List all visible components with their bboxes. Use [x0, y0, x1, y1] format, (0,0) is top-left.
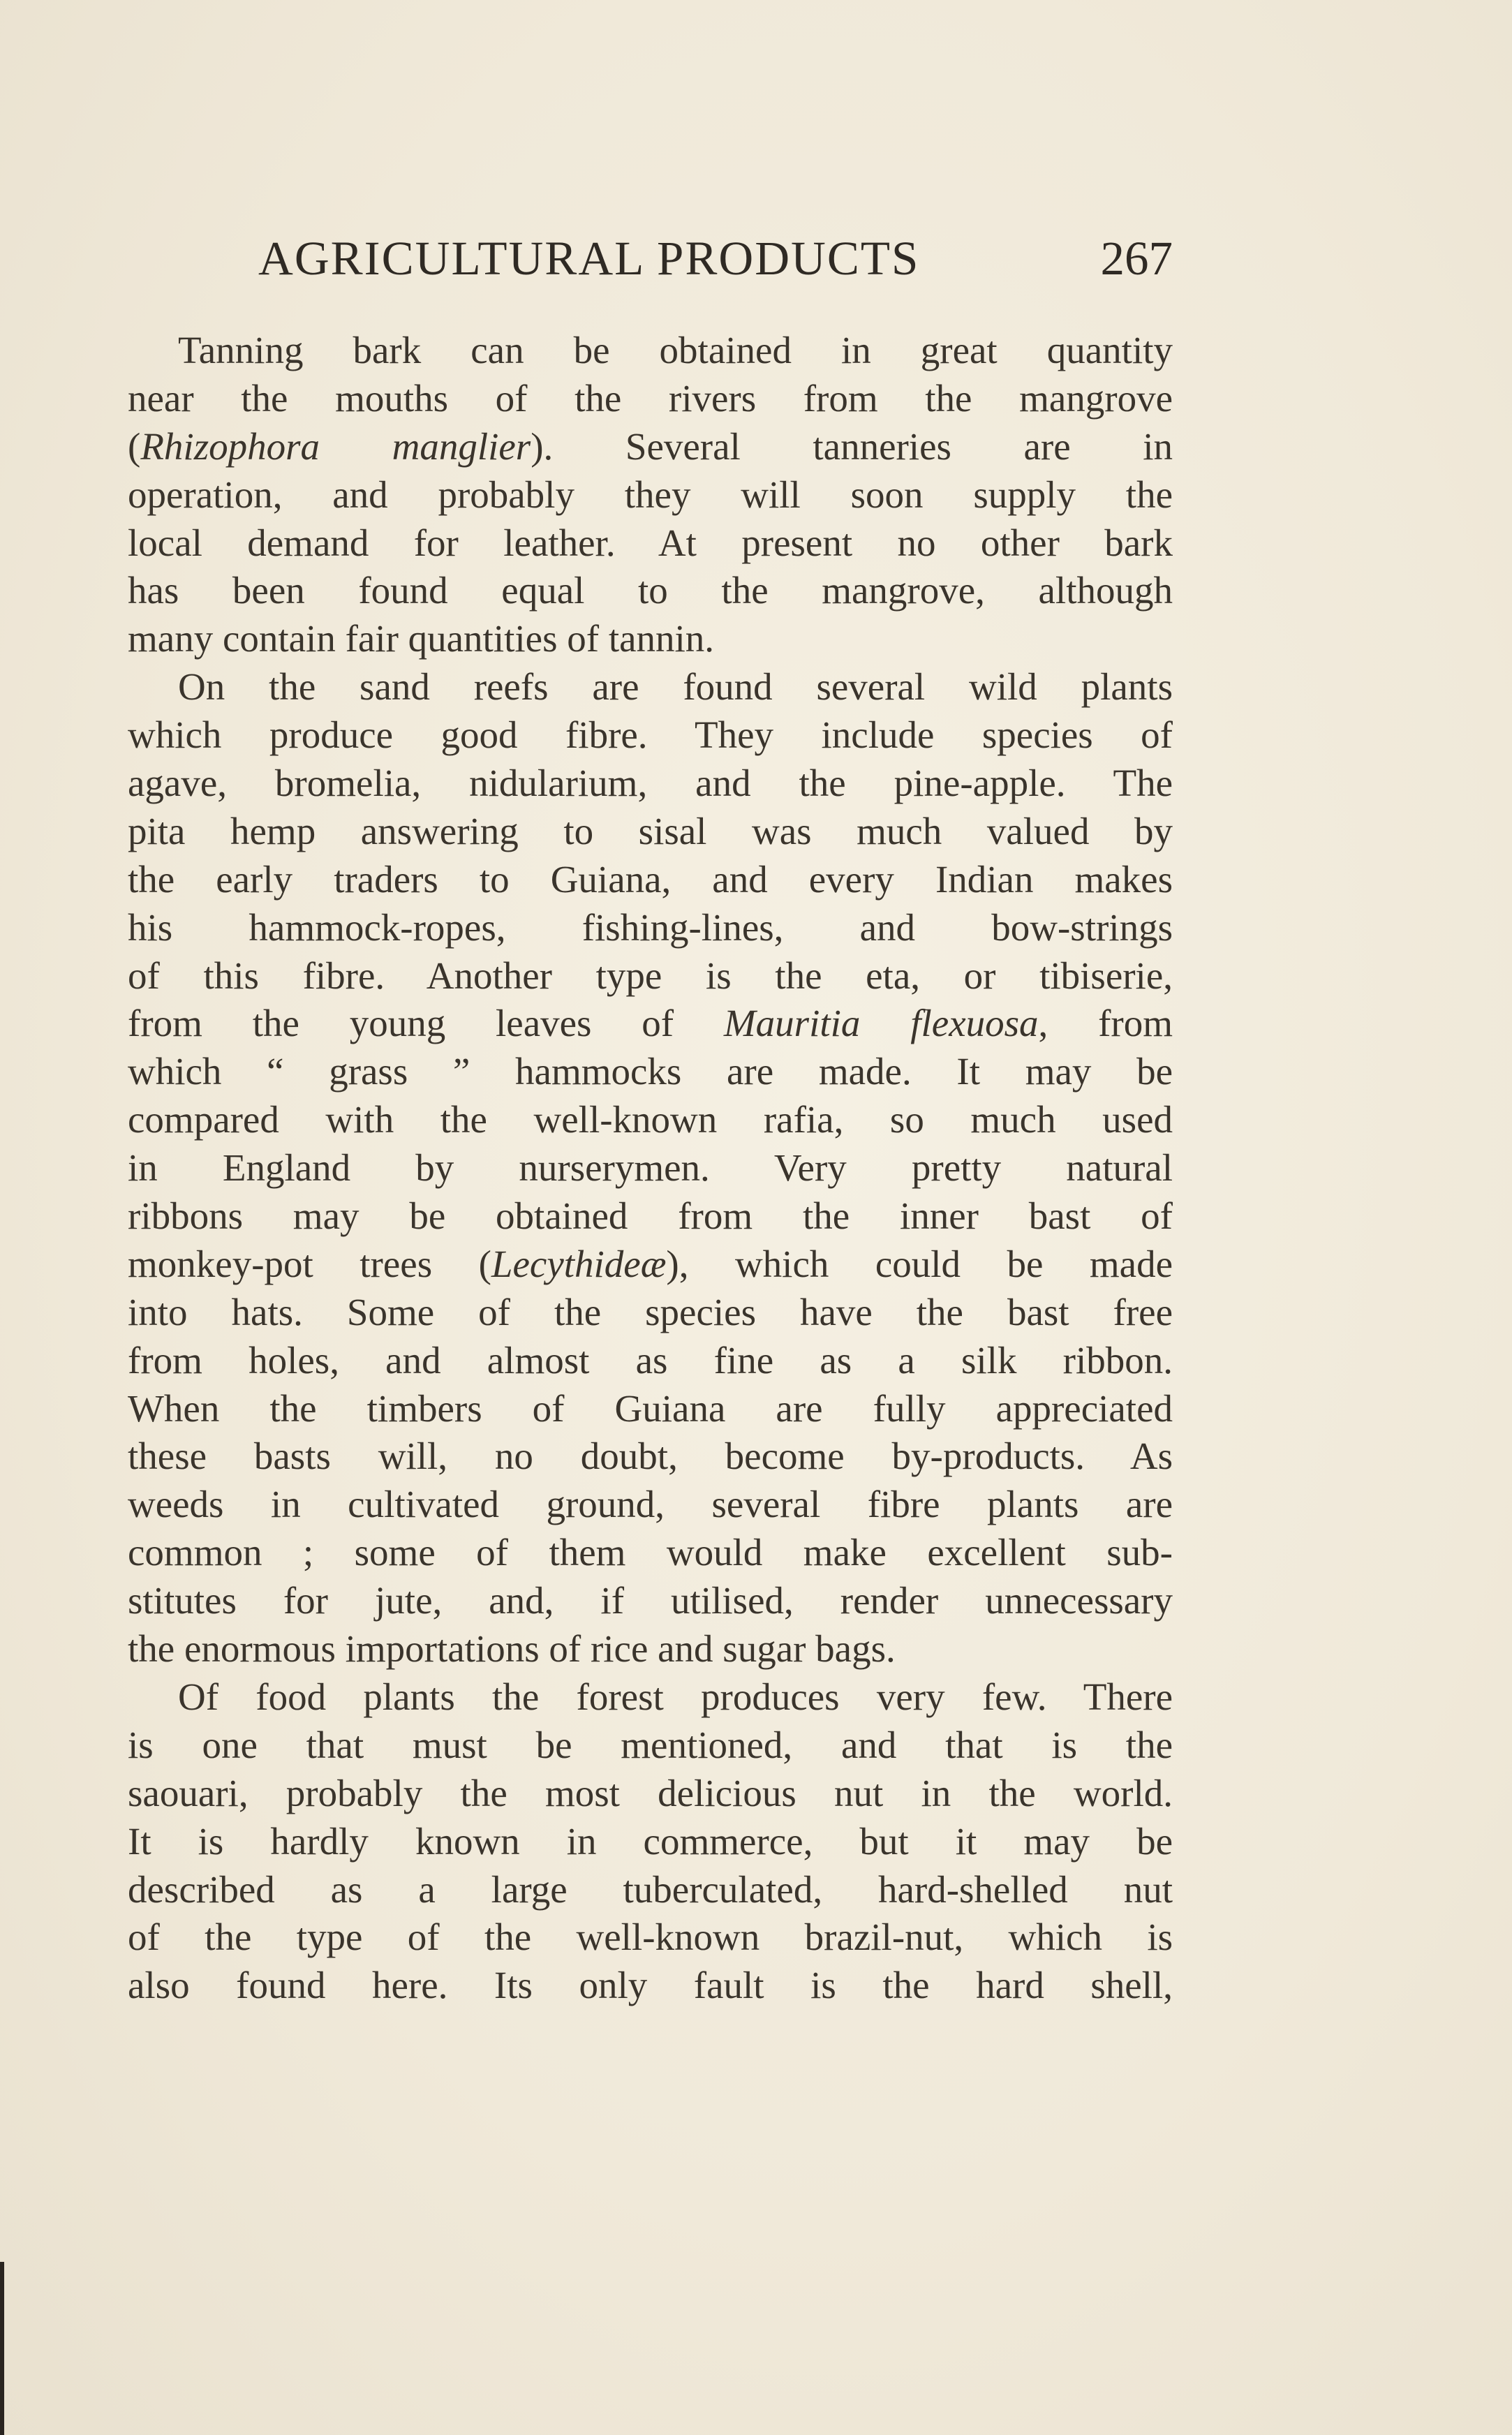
text-line: of this fibre. Another type is the eta, or tibiserie,	[128, 954, 1173, 997]
running-title: AGRICULTURAL PRODUCTS	[258, 232, 920, 285]
text-line: is one that must be mentioned, and that is the	[128, 1723, 1173, 1766]
text-line: which “ grass ” hammocks are made. It may be	[128, 1050, 1173, 1093]
text-line: which produce good fibre. They include species of	[128, 713, 1173, 757]
body-text	[128, 327, 1173, 2010]
italic-scientific-name: Rhizophora manglier	[140, 424, 531, 468]
italic-scientific-name: Lecythideæ	[491, 1242, 667, 1285]
text-line: When the timbers of Guiana are fully appreciated	[128, 1386, 1173, 1430]
text-line: local demand for leather. At present no other bark	[128, 521, 1173, 564]
text-line: described as a large tuberculated, hard-shelled nut	[128, 1867, 1173, 1911]
italic-scientific-name: Mauritia flexuosa	[723, 1002, 1039, 1045]
text-line: the enormous importations of rice and sugar bags.	[128, 1627, 896, 1671]
text-line: pita hemp answering to sisal was much valued by	[128, 809, 1173, 852]
text-line: operation, and probably they will soon supply the	[128, 473, 1173, 516]
text-line: On the sand reefs are found several wild plants	[178, 665, 1173, 709]
text-line: stitutes for jute, and, if utilised, render unnecessary	[128, 1579, 1173, 1622]
text-line: saouari, probably the most delicious nut in the world.	[128, 1771, 1173, 1814]
text-line: also found here. Its only fault is the hard shell,	[128, 1964, 1173, 2007]
text-line: agave, bromelia, nidularium, and the pine-apple. The	[128, 762, 1173, 805]
text-line: his hammock-ropes, fishing-lines, and bow-strings	[128, 905, 1173, 949]
text-line: Of food plants the forest produces very few. There	[178, 1675, 1173, 1718]
page-number: 267	[1100, 232, 1173, 285]
text-line: the early traders to Guiana, and every Indian makes	[128, 857, 1173, 901]
running-header	[258, 230, 1173, 286]
text-line: It is hardly known in commerce, but it may be	[128, 1819, 1173, 1863]
text-line: ribbons may be obtained from the inner bast of	[128, 1194, 1173, 1238]
text-line: weeds in cultivated ground, several fibre plants are	[128, 1483, 1173, 1526]
text-line: near the mouths of the rivers from the mangrove	[128, 376, 1173, 420]
text-line: many contain fair quantities of tannin.	[128, 617, 715, 660]
text-line: from holes, and almost as fine as a silk ribbon.	[128, 1338, 1173, 1382]
text-line: has been found equal to the mangrove, although	[128, 569, 1173, 612]
text-line: Tanning bark can be obtained in great quantity	[178, 329, 1173, 371]
text-line: (Rhizophora manglier). Several tanneries are in	[128, 424, 1173, 468]
text-line: into hats. Some of the species have the bast free	[128, 1290, 1173, 1333]
page-edge-shadow	[0, 2262, 4, 2435]
text-line: monkey-pot trees (Lecythideæ), which could be made	[128, 1242, 1173, 1285]
text-line: these basts will, no doubt, become by-products. As	[128, 1435, 1173, 1478]
text-line: compared with the well-known rafia, so much used	[128, 1098, 1173, 1141]
text-line: of the type of the well-known brazil-nut, which is	[128, 1916, 1173, 1959]
text-line: in England by nurserymen. Very pretty natural	[128, 1146, 1173, 1190]
text-line: common ; some of them would make excellent sub-	[128, 1531, 1173, 1574]
text-line: from the young leaves of Mauritia flexuosa, from	[128, 1002, 1173, 1045]
